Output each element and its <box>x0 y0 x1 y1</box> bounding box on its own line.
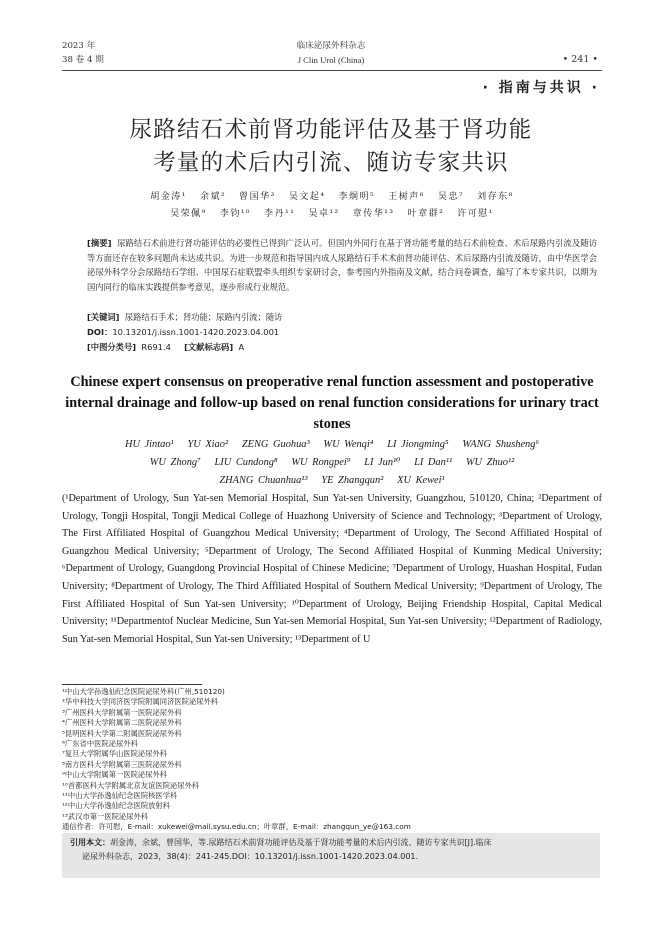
author-en: ZHANG Chuanhua¹³ <box>219 475 308 486</box>
authors-en-line-3 <box>62 472 602 490</box>
footnotes <box>62 687 602 833</box>
header-journal-cn: 临床泌尿外科杂志 <box>296 41 366 51</box>
doi-value: 10.13201/j.issn.1001-1420.2023.04.001 <box>112 327 280 337</box>
header-rule <box>62 70 602 71</box>
abstract-label: [摘要] <box>87 238 112 248</box>
doi-line <box>87 325 597 340</box>
author-cn: 王树声⁶ <box>388 192 425 202</box>
authors-en-line-1 <box>62 436 602 454</box>
footnote-item: ¹²中山大学孙逸仙纪念医院放射科 <box>62 801 171 811</box>
title-cn-line-1: 尿路结石术前肾功能评估及基于肾功能 <box>129 117 533 143</box>
section-label: · 指南与共识 · <box>482 80 600 96</box>
author-cn: 吴荣佩⁹ <box>170 209 207 219</box>
title-cn-line-2: 考量的术后内引流、随访专家共识 <box>153 150 509 176</box>
footnote-item: ⁷复旦大学附属华山医院泌尿外科 <box>62 749 168 759</box>
keywords-label: [关键词] <box>87 312 120 322</box>
author-en: YU Xiao² <box>187 439 229 450</box>
footnote-item: ⁵昆明医科大学第二附属医院泌尿外科 <box>62 728 182 738</box>
header-journal-en: J Clin Urol (China) <box>297 55 365 65</box>
author-cn: 吴文起⁴ <box>288 192 326 202</box>
doi-label: DOI： <box>87 327 113 337</box>
footnote-item: ¹³武汉市第一医院泌尿外科 <box>62 811 149 821</box>
citation-label: 引用本文： <box>70 838 110 847</box>
author-en: WU Zhuo¹² <box>465 457 515 468</box>
header-year: 2023 年 <box>62 41 96 51</box>
author-cn: 叶章群² <box>407 209 445 219</box>
footnote-item: ⁸南方医科大学附属第三医院泌尿外科 <box>62 759 182 769</box>
author-en: WANG Shusheng⁶ <box>462 439 540 450</box>
page-number: • 241 • <box>562 54 598 65</box>
code-value: A <box>238 342 245 352</box>
authors-cn-line-1 <box>62 189 602 205</box>
author-cn: 章传华¹³ <box>352 209 395 219</box>
abstract <box>87 236 597 294</box>
author-en: LIU Cundong⁸ <box>214 457 278 468</box>
author-cn: 胡金涛¹ <box>150 192 187 202</box>
footnote-item: ⁹中山大学附属第一医院泌尿外科 <box>62 770 168 780</box>
author-en: YE Zhangqun² <box>321 475 384 486</box>
author-cn: 李钧¹⁰ <box>219 209 252 219</box>
code-label: [文献标志码] <box>184 342 234 352</box>
author-cn: 李丹¹¹ <box>264 209 296 219</box>
corresponding-author: 通信作者：许可慰，E-mail：xukewei@mail.sysu.edu.cn；叶章群，E-mail：zhangqun_ye@163.com <box>62 822 411 832</box>
authors-cn-line-2 <box>62 206 602 222</box>
author-cn: 刘存东⁸ <box>477 192 514 202</box>
citation-line-2: 泌尿外科杂志，2023，38(4)：241-245.DOI：10.13201/j.issn.1001-1420.2023.04.001. <box>82 852 419 861</box>
class-label: [中图分类号] <box>87 342 137 352</box>
affiliations-en: (¹Department of Urology, Sun Yat-sen Memorial Hospital, Sun Yat-sen University, Guangzhou, 510120, China; ²Department of Urology, Tongji Hospital, Tongji Medical College of Huazhong University of Science and Technology; ³Department of Urology, The First Affiliated Hospital of Guangzhou Medical University; ⁴Department of Urology, The Second Affiliated Hospital of Guangzhou Medical University; ⁵Department of Urology, The Second Affiliated Hospital of Kunming Medical University; ⁶Department of Urology, Guangdong Provincial Hospital of Chinese Medicine; ⁷Department of Urology, Huashan Hospital, Fudan University; ⁸Department of Urology, The Third Affiliated Hospital of Southern Medical University; ⁹Department of Urology, The First Affiliated Hospital of Sun Yat-sen University; ¹⁰Department of Urology, Beijing Friendship Hospital, Capital Medical University; ¹¹Departmentof Nuclear Medicine, Sun Yat-sen Memorial Hospital, Sun Yat-sen University; ¹²Department of Radiology, Sun Yat-sen Memorial Hospital, Sun Yat-sen University; ¹³Department of U <box>62 493 602 645</box>
author-cn: 吴卓¹² <box>308 209 340 219</box>
footnote-item: ¹¹中山大学孙逸仙纪念医院核医学科 <box>62 791 178 801</box>
author-en: WU Wenqi⁴ <box>323 439 374 450</box>
citation-line-1 <box>62 836 590 850</box>
footnote-item: ⁴广州医科大学附属第二医院泌尿外科 <box>62 718 182 728</box>
author-en: LI Dan¹¹ <box>414 457 453 468</box>
footnote-item: ²华中科技大学同济医学院附属同济医院泌尿外科 <box>62 697 219 707</box>
abstract-body: 尿路结石术前进行肾功能评估的必要性已得到广泛认可。但国内外同行在基于肾功能考量的结石术前检查、术后尿路内引流及随访等方面还存在较多问题尚未达成共识。为进一步规范和指导国内成人尿路结石手术术前肾功能评估、术后尿路内引流及随访，由中华医学会泌尿外科学分会尿路结石学组、中国尿石症联盟牵头组织专家研讨会，参考国内外指南及文献，结合问卷调查，编写了本专家共识，以期为国内同行的临床实践提供参考意见，逐步形成行业规范。 <box>87 238 597 292</box>
author-cn: 余斌² <box>199 192 227 202</box>
footnote-item: ¹⁰首都医科大学附属北京友谊医院泌尿外科 <box>62 780 200 790</box>
author-cn: 李炯明⁵ <box>338 192 376 202</box>
footnote-item: ³广州医科大学附属第一医院泌尿外科 <box>62 707 182 717</box>
keywords-value: 尿路结石手术；肾功能；尿路内引流；随访 <box>124 312 283 322</box>
author-en: WU Zhong⁷ <box>149 457 201 468</box>
footnote-item: ¹中山大学孙逸仙纪念医院泌尿外科(广州,510120) <box>62 687 225 696</box>
author-cn: 许可慰¹ <box>457 209 494 219</box>
footnote-item: ⁶广东省中医院泌尿外科 <box>62 739 138 749</box>
author-en: WU Rongpei⁹ <box>291 457 351 468</box>
keywords <box>87 310 597 325</box>
citation-text-1: 胡金涛，余斌，曾国华，等.尿路结石术前肾功能评估及基于肾功能考量的术后内引流、随访专家共识[J].临床 <box>110 838 492 847</box>
author-en: ZENG Guohua³ <box>241 439 310 450</box>
footnote-rule <box>62 684 202 685</box>
authors-en-line-2 <box>62 454 602 472</box>
citation-box <box>62 833 600 878</box>
author-en: HU Jintao¹ <box>124 439 174 450</box>
author-cn: 吴忠⁷ <box>437 192 465 202</box>
header-volume: 38 卷 4 期 <box>62 55 104 65</box>
author-en: LI Jiongming⁵ <box>387 439 449 450</box>
author-en: LI Jun¹⁰ <box>364 457 401 468</box>
author-cn: 曾国华³ <box>239 192 276 202</box>
class-value: R691.4 <box>141 342 171 352</box>
classification-line <box>87 340 597 355</box>
author-en: XU Kewei¹ <box>397 475 445 486</box>
title-en: Chinese expert consensus on preoperative renal function assessment and postoperative internal drainage and follow-up based on renal function considerations for urinary tract stones <box>65 374 599 432</box>
